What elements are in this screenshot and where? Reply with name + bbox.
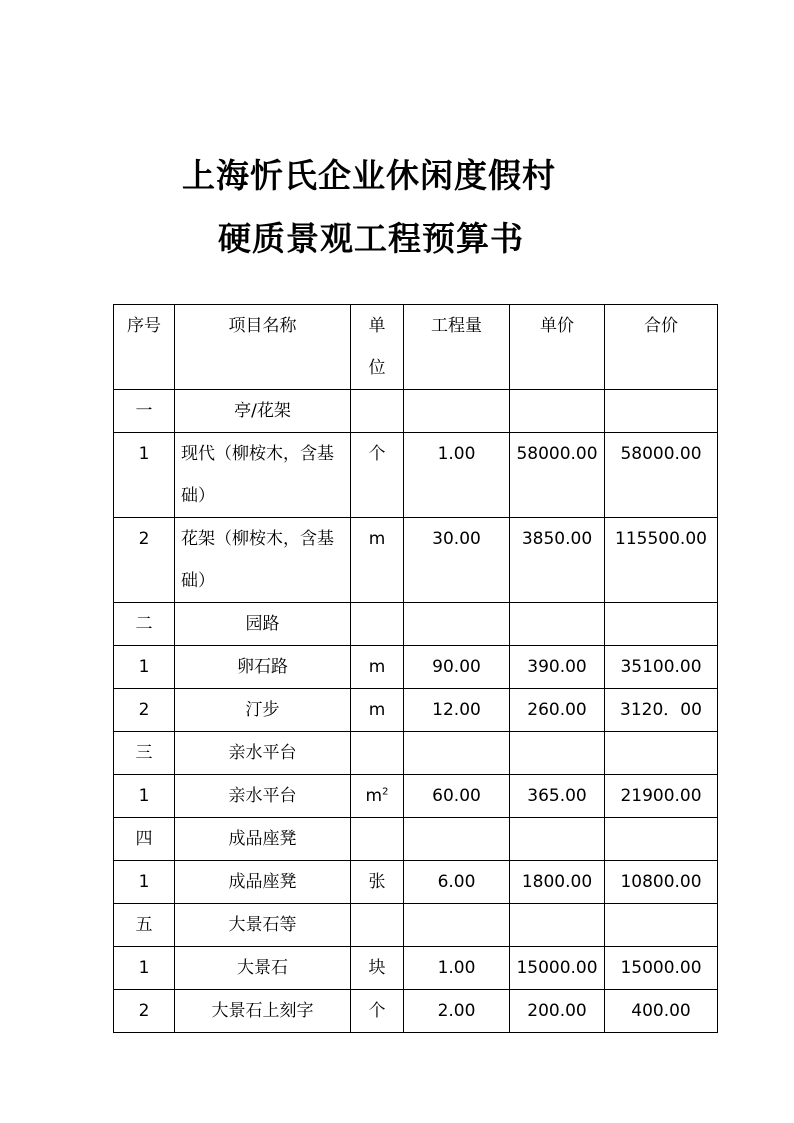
cell-name: 亲水平台 [175,732,351,775]
header-name: 项目名称 [175,305,351,390]
table-row [114,646,718,689]
cell-unit: $m^2$ [351,775,404,818]
cell-name: 汀步 [175,689,351,732]
header-unit: 单位 [351,305,404,390]
cell-no: 2 [114,990,175,1033]
cell-qty: 1.00 [404,433,510,518]
document-title-line1: 上海忻氏企业休闲度假村 [182,156,556,195]
cell-total [605,904,718,947]
cell-price: 200.00 [510,990,605,1033]
cell-price [510,603,605,646]
cell-qty: 6.00 [404,861,510,904]
cell-total: 115500.00 [605,518,718,603]
cell-no: 四 [114,818,175,861]
cell-unit: m [351,518,404,603]
cell-price: 390.00 [510,646,605,689]
cell-no: 2 [114,689,175,732]
cell-qty: 12.00 [404,689,510,732]
table-row [114,732,718,775]
cell-no: 2 [114,518,175,603]
header-no: 序号 [114,305,175,390]
cell-price [510,904,605,947]
cell-price [510,732,605,775]
table-header-row [114,305,718,390]
cell-name: 亭/花架 [175,390,351,433]
unit-superscript: 2 [382,786,389,798]
cell-price: 15000.00 [510,947,605,990]
cell-name: 大景石 [175,947,351,990]
cell-name: 花架（柳桉木，含基础） [175,518,351,603]
cell-unit: 块 [351,947,404,990]
table-row [114,904,718,947]
cell-qty: 1.00 [404,947,510,990]
cell-total: 21900.00 [605,775,718,818]
budget-table [113,304,718,1033]
cell-unit [351,390,404,433]
cell-price: 58000.00 [510,433,605,518]
header-price: 单价 [510,305,605,390]
cell-name: 成品座凳 [175,861,351,904]
cell-qty: 60.00 [404,775,510,818]
cell-no: 三 [114,732,175,775]
cell-unit [351,603,404,646]
table-row [114,518,718,603]
cell-price: 1800.00 [510,861,605,904]
cell-unit: m [351,646,404,689]
cell-total [605,603,718,646]
cell-price: 365.00 [510,775,605,818]
cell-no: 1 [114,646,175,689]
table-row [114,861,718,904]
cell-price [510,818,605,861]
cell-name: 成品座凳 [175,818,351,861]
cell-no: 一 [114,390,175,433]
cell-total: 400.00 [605,990,718,1033]
cell-total: 35100.00 [605,646,718,689]
table-row [114,947,718,990]
cell-name: 园路 [175,603,351,646]
cell-price: 260.00 [510,689,605,732]
cell-no: 1 [114,861,175,904]
cell-qty [404,904,510,947]
cell-total [605,818,718,861]
table-row [114,390,718,433]
cell-price [510,390,605,433]
cell-no: 1 [114,433,175,518]
cell-total [605,732,718,775]
cell-qty [404,732,510,775]
cell-total: 3120．00 [605,689,718,732]
cell-qty [404,603,510,646]
table-row [114,433,718,518]
table-row [114,775,718,818]
cell-unit: 个 [351,990,404,1033]
cell-no: 1 [114,775,175,818]
cell-unit [351,732,404,775]
table-row [114,990,718,1033]
cell-total: 15000.00 [605,947,718,990]
cell-unit: 张 [351,861,404,904]
table-row [114,689,718,732]
cell-qty: 30.00 [404,518,510,603]
cell-name: 现代（柳桉木，含基础） [175,433,351,518]
cell-no: 1 [114,947,175,990]
header-qty: 工程量 [404,305,510,390]
table-row [114,818,718,861]
cell-price: 3850.00 [510,518,605,603]
cell-unit: m [351,689,404,732]
cell-total [605,390,718,433]
cell-name: 大景石等 [175,904,351,947]
table-row [114,603,718,646]
cell-unit: 个 [351,433,404,518]
cell-name: 亲水平台 [175,775,351,818]
cell-qty: 90.00 [404,646,510,689]
document-title-line2: 硬质景观工程预算书 [218,219,524,258]
cell-no: 五 [114,904,175,947]
cell-unit [351,818,404,861]
cell-name: 卵石路 [175,646,351,689]
cell-qty [404,818,510,861]
cell-qty: 2.00 [404,990,510,1033]
cell-qty [404,390,510,433]
cell-total: 10800.00 [605,861,718,904]
cell-no: 二 [114,603,175,646]
cell-name: 大景石上刻字 [175,990,351,1033]
header-total: 合价 [605,305,718,390]
cell-unit [351,904,404,947]
cell-total: 58000.00 [605,433,718,518]
